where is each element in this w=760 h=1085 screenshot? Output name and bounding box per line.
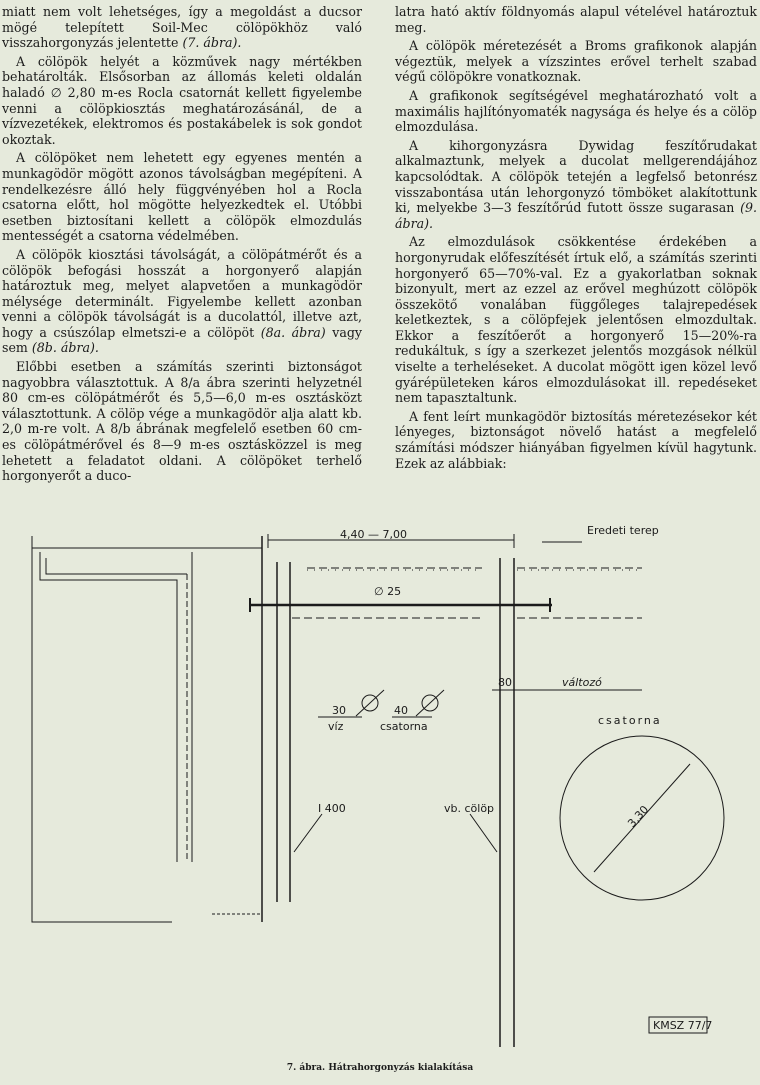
paragraph-text: vagy sem xyxy=(2,324,362,356)
structure-inner2 xyxy=(46,558,187,574)
paragraph-text: miatt nem volt lehetséges, így a megoldást a ducsor mögé telepített Soil-Mec cölöpökhöz való visszahorgonyzás jelentette xyxy=(2,4,362,51)
figure-reference: (8b. ábra). xyxy=(31,340,99,356)
code-label: KMSZ 77/7 xyxy=(653,1019,713,1032)
variable-label: változó xyxy=(562,676,602,689)
figure-caption: 7. ábra. Hátrahorgonyzás kialakítása xyxy=(286,1063,474,1073)
beam-leader xyxy=(294,814,322,852)
channel-dim-label: 40 xyxy=(394,704,408,717)
diameter-label: 3,30 xyxy=(625,803,652,830)
paragraph-text: A kihorgonyzásra Dywidag feszítőrudakat alkalmaztunk, melyek a ducolat mellgerendájához kapcsolódtak. A cölöpök tetején a legfelső betonrész visszabontása után lehorgonyzó tömböket alakítottunk ki, melyekbe 3—3 feszítőrúd futott össze sugarasan xyxy=(395,137,757,216)
paragraph-text: Előbbi esetben a számítás szerinti biztonságot nagyobbra választottuk. A 8/a ábra szerinti helyzetnél 80 cm-es cölöpátmérőt és 5,5—6,0 m-es osztásközt választottunk. A cölöp vége a munkagödör alja alatt kb. 2,0 m-re volt. A 8/b ábrának megfelelő esetben 60 cm-es cölöpátmérővel és 8—9 m-es osztásközzel is meg lehetett a feladatot oldani. A cölöpöket terhelő horgonyerőt a duco- xyxy=(2,359,362,484)
paragraph-text: A grafikonok segítségével meghatározható volt a maximális hajlítónyomaték nagysága és helye és a cölöp elmozdulása. xyxy=(395,87,757,135)
right-paragraph xyxy=(395,138,757,232)
original-ground-label: Eredeti terep xyxy=(587,524,659,537)
left-paragraph xyxy=(2,247,362,356)
left-paragraph xyxy=(2,4,362,51)
left-paragraph xyxy=(2,54,362,148)
channel-label: csatorna xyxy=(598,714,662,727)
figure-7-back-anchoring xyxy=(22,522,752,1057)
right-text-column xyxy=(395,4,757,474)
dimension-label: 4,40 — 7,00 xyxy=(340,528,407,541)
left-text-column xyxy=(2,4,362,487)
water-dim-label: 30 xyxy=(332,704,346,717)
channel-small-label: csatorna xyxy=(380,720,428,733)
figure-reference: (9. ábra). xyxy=(395,200,757,231)
pile-label: vb. cölöp xyxy=(444,802,495,815)
technical-drawing xyxy=(22,522,752,1057)
pile-width-label: 80 xyxy=(498,676,512,689)
paragraph-text: latra ható aktív földnyomás alapul vételével határoztuk meg. xyxy=(395,4,757,35)
paragraph-text: A cölöpök helyét a közművek nagy mértékben behatárolták. Elsősorban az állomás keleti oldalán haladó ∅ 2,80 m-es Rocla csatornát kellett figyelembe venni a cölöpkiosztás meghatározásánál, de a vízvezetékek, elektromos és postakábelek is sok gondot okoztak. xyxy=(2,53,362,147)
water-label: víz xyxy=(328,720,344,733)
rod-label: ∅ 25 xyxy=(374,585,402,598)
paragraph-text: A fent leírt munkagödör biztosítás méretezésekor két lényeges, biztonságot növelő hatást a megfelelő számítási módszer hiányában figyelmen kívül hagytunk. Ezek az alábbiak: xyxy=(395,408,757,471)
right-paragraph xyxy=(395,88,757,135)
channel-pipe-cross xyxy=(416,690,444,716)
structure-inner xyxy=(40,552,177,862)
paragraph-text: A cölöpöket nem lehetett egy egyenes mentén a munkagödör mögött azonos távolságban megépíteni. A rendelkezésre álló hely függvényében hol a Rocla csatorna előtt, hol mögötte helyezkedtek el. Utóbbi esetben biztosítani kellett a cölöpök elmozdulás mentességét a csatorna védelmében. xyxy=(2,150,362,244)
paragraph-text: A cölöpök kiosztási távolságát, a cölöpátmérőt és a cölöpök befogási hosszát a horgonyerő alapján határoztuk meg, melyet alapvetően a munkagödör mélysége determinált. Figyelembe kellett azonban venni a cölöpök távolságát is a ducolattól, illetve azt, hogy a csúszólap elmetszi-e a cölöpöt xyxy=(2,246,362,340)
right-paragraph xyxy=(395,38,757,85)
left-paragraph xyxy=(2,150,362,244)
frame-outline xyxy=(32,536,172,922)
figure-reference: (7. ábra). xyxy=(182,35,242,51)
right-paragraph xyxy=(395,234,757,406)
pile-leader xyxy=(470,814,497,852)
paragraph-text: Az elmozdulások csökkentése érdekében a horgonyrudak előfeszítését írtuk elő, a számítás szerinti horgonyerő 65—70%-val. Ez a gyakorlatban soknak bizonyult, mert az ezzel az erővel meghúzott cölöpök összekötő vonalában függőleges talajrepedések keletkeztek, s a cölöpfejek jelentősen elmozdultak. Ekkor a feszítőerőt a horgonyerő 15—20%-ra redukáltuk, s így a szerkezet jelentős mozgások nélkül viselte a terheléseket. A ducolat mögött igen közel levő gyárépületeken káros elmozdulásokat ill. repedéseket nem tapasztaltunk. xyxy=(395,234,757,406)
water-pipe-cross xyxy=(356,690,384,716)
right-paragraph xyxy=(395,409,757,471)
left-paragraph xyxy=(2,359,362,484)
figure-reference: (8a. ábra) xyxy=(260,324,326,340)
right-paragraph xyxy=(395,4,757,35)
paragraph-text: A cölöpök méretezését a Broms grafikonok alapján végeztük, melyek a vízszintes erővel terhelt szabad végű cölöpökre vonatkoznak. xyxy=(395,38,757,85)
beam-label: I 400 xyxy=(318,802,346,815)
